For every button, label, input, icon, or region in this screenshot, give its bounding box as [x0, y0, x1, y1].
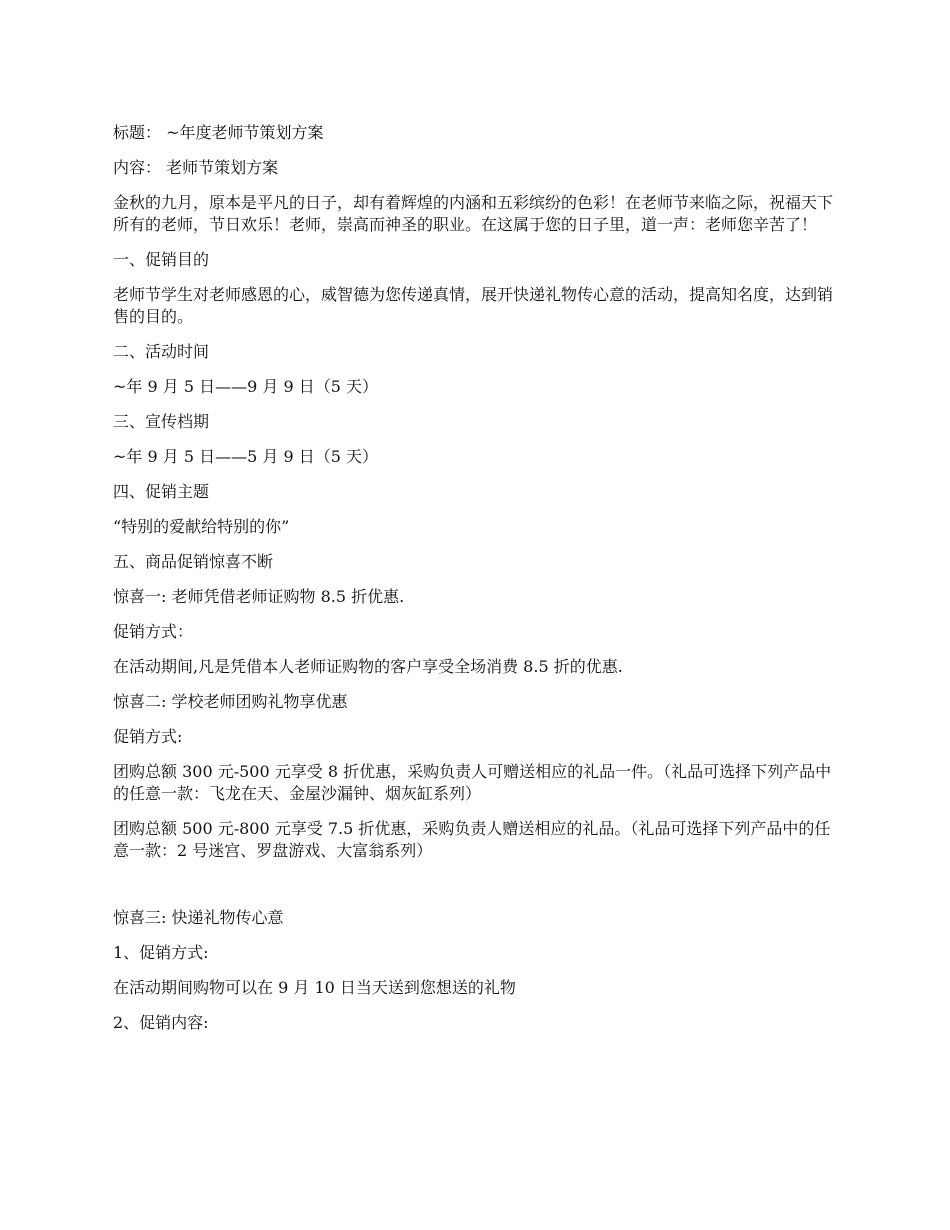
surprise-one-paragraph: 在活动期间,凡是凭借本人老师证购物的客户享受全场消费 8.5 折的优惠. [113, 657, 623, 676]
section-heading-surprises: 五、商品促销惊喜不断 [113, 552, 274, 571]
promo-method-label: 促销方式: [113, 727, 183, 746]
publicity-paragraph: ~年 9 月 5 日——5 月 9 日（5 天） [113, 447, 378, 466]
document-page [113, 122, 841, 1047]
group-buy-tier-two: 团购总额 500 元-800 元享受 7.5 折优惠，采购负责人赠送相应的礼品。（礼品可选择下列产品中的任意一款：2 号迷宫、罗盘游戏、大富翁系列） [113, 819, 831, 860]
doc-content-label: 内容： 老师节策划方案 [113, 158, 279, 177]
promo-content-numbered: 2、促销内容: [113, 1013, 209, 1032]
theme-paragraph: “特别的爱献给特别的你” [113, 517, 290, 536]
section-heading-purpose: 一、促销目的 [113, 250, 210, 269]
section-heading-publicity: 三、宣传档期 [113, 412, 210, 431]
promo-method-numbered: 1、促销方式: [113, 943, 209, 962]
doc-title: 标题： ~年度老师节策划方案 [113, 123, 324, 142]
surprise-three-heading: 惊喜三: 快递礼物传心意 [113, 908, 284, 927]
section-heading-theme: 四、促销主题 [113, 482, 210, 501]
surprise-two-heading: 惊喜二: 学校老师团购礼物享优惠 [113, 692, 348, 711]
surprise-one-heading: 惊喜一: 老师凭借老师证购物 8.5 折优惠. [113, 587, 405, 606]
section-heading-time: 二、活动时间 [113, 342, 210, 361]
blank-gap [113, 875, 841, 907]
group-buy-tier-one: 团购总额 300 元-500 元享受 8 折优惠，采购负责人可赠送相应的礼品一件。（礼品可选择下列产品中的任意一款：飞龙在天、金屋沙漏钟、烟灰缸系列） [113, 762, 832, 803]
purpose-paragraph: 老师节学生对老师感恩的心，威智德为您传递真情，展开快递礼物传心意的活动，提高知名度，达到销售的目的。 [113, 285, 834, 326]
intro-paragraph: 金秋的九月，原本是平凡的日子，却有着辉煌的内涵和五彩缤纷的色彩！在老师节来临之际，祝福天下所有的老师，节日欢乐！老师，崇高而神圣的职业。在这属于您的日子里，道一声：老师您辛苦了！ [113, 193, 834, 234]
surprise-three-paragraph: 在活动期间购物可以在 9 月 10 日当天送到您想送的礼物 [113, 978, 516, 997]
time-paragraph: ~年 9 月 5 日——9 月 9 日（5 天） [113, 377, 378, 396]
promo-method-label: 促销方式： [113, 622, 194, 641]
